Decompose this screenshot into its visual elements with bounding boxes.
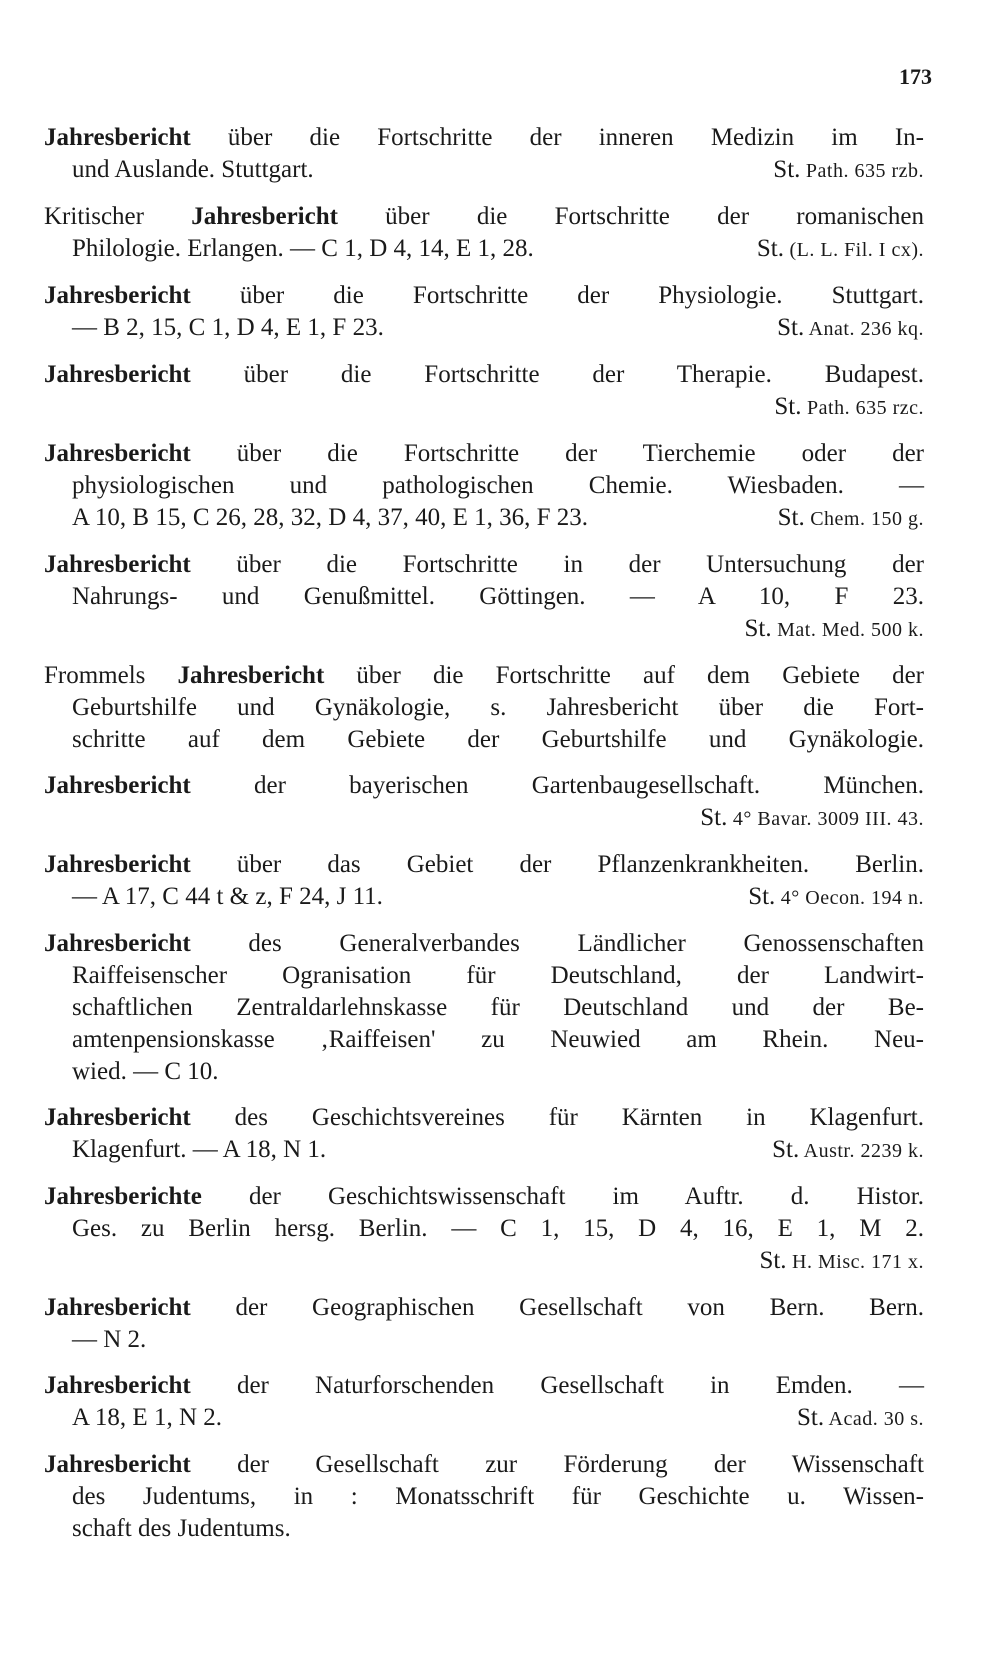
entry-text: der Naturforschenden Gesellschaft in Emden. — (190, 1372, 924, 1399)
entry-text: schaft des Judentums. (72, 1515, 291, 1542)
shelfmark-code: 4° Oecon. 194 n. (775, 887, 924, 909)
bibliography-entry (44, 1102, 924, 1167)
entry-line (44, 1481, 924, 1513)
shelfmark (745, 615, 925, 642)
entry-line (44, 391, 924, 424)
bibliography-entry (44, 928, 924, 1088)
entry-text: über die Fortschritte der inneren Medizin im In- (190, 124, 924, 151)
entry-text: über die Fortschritte der Physiologie. Stuttgart. (190, 282, 924, 309)
entry-text: über die Fortschritte in der Untersuchung der (190, 551, 924, 578)
shelfmark (759, 1247, 924, 1274)
entry-line (44, 724, 924, 756)
entry-keyword: Jahresbericht (44, 772, 191, 799)
entry-line (44, 201, 924, 233)
entry-text: der Gesellschaft zur Förderung der Wissenschaft (190, 1451, 924, 1478)
entry-text: über die Fortschritte der Therapie. Budapest. (190, 361, 924, 388)
shelfmark (772, 1134, 924, 1167)
entry-line (44, 122, 924, 154)
shelfmark-prefix: St. (774, 393, 802, 420)
bibliography-entries (44, 122, 924, 1559)
entry-text: über das Gebiet der Pflanzenkrankheiten. Berlin. (190, 851, 924, 878)
entry-text: schaftlichen Zentraldarlehnskasse für Deutschland und der Be- (72, 994, 924, 1021)
entry-keyword: Jahresbericht (177, 662, 325, 689)
entry-keyword: Jahresbericht (44, 1372, 191, 1399)
bibliography-entry (44, 201, 924, 266)
entry-keyword: Jahresbericht (44, 282, 191, 309)
entry-line (44, 1449, 924, 1481)
entry-keyword: Jahresbericht (44, 124, 191, 151)
entry-keyword: Jahresbericht (44, 1451, 191, 1478)
shelfmark-code: Anat. 236 kq. (804, 318, 924, 340)
entry-line (44, 581, 924, 613)
entry-text: amtenpensionskasse ‚Raiffeisen' zu Neuwied am Rhein. Neu- (72, 1026, 924, 1053)
entry-line (44, 881, 924, 914)
shelfmark-prefix: St. (777, 504, 805, 531)
entry-line (44, 660, 924, 692)
entry-keyword: Jahresbericht (191, 203, 338, 230)
shelfmark-code: 4° Bavar. 3009 III. 43. (727, 808, 924, 830)
entry-line (44, 1056, 924, 1088)
entry-text: — A 17, C 44 t & z, F 24, J 11. (72, 883, 383, 910)
entry-line (44, 470, 924, 502)
entry-text: und Auslande. Stuttgart. (72, 156, 314, 183)
entry-line (44, 770, 924, 802)
shelfmark (797, 1402, 924, 1435)
entry-line (44, 1024, 924, 1056)
entry-line (44, 1134, 924, 1167)
shelfmark-code: Acad. 30 s. (824, 1408, 924, 1430)
shelfmark-code: H. Misc. 171 x. (786, 1251, 924, 1273)
entry-line (44, 312, 924, 345)
bibliography-entry (44, 438, 924, 535)
entry-line (44, 802, 924, 835)
bibliography-entry (44, 1370, 924, 1435)
shelfmark-prefix: St. (744, 615, 772, 642)
entry-text: Frommels (44, 662, 178, 689)
entry-keyword: Jahresbericht (44, 851, 191, 878)
entry-line (44, 280, 924, 312)
entry-text: A 10, B 15, C 26, 28, 32, D 4, 37, 40, E 1, 36, F 23. (72, 504, 589, 531)
shelfmark-prefix: St. (748, 883, 776, 910)
entry-text: über die Fortschritte auf dem Gebiete der (324, 662, 924, 689)
entry-text: wied. — C 10. (72, 1058, 219, 1085)
entry-text: des Geschichtsvereines für Kärnten in Klagenfurt. (190, 1104, 924, 1131)
shelfmark-code: Path. 635 rzc. (801, 397, 924, 419)
entry-line (44, 1513, 924, 1545)
entry-text: der Geschichtswissenschaft im Auftr. d. Histor. (201, 1183, 924, 1210)
entry-text: Philologie. Erlangen. — C 1, D 4, 14, E 1, 28. (72, 235, 534, 262)
entry-text: A 18, E 1, N 2. (72, 1404, 222, 1431)
entry-text: Geburtshilfe und Gynäkologie, s. Jahresbericht über die Fort- (72, 694, 924, 721)
entry-text: — N 2. (72, 1326, 147, 1353)
shelfmark (777, 312, 924, 345)
entry-text: schritte auf dem Gebiete der Geburtshilfe und Gynäkologie. (72, 726, 924, 753)
entry-text: des Judentums, in : Monatsschrift für Geschichte u. Wissen- (72, 1483, 924, 1510)
entry-text: Nahrungs- und Genußmittel. Göttingen. — A 10, F 23. (72, 583, 924, 610)
entry-line (44, 849, 924, 881)
entry-line (44, 233, 924, 266)
entry-line (44, 1181, 924, 1213)
entry-text: Raiffeisenscher Ogranisation für Deutschland, der Landwirt- (72, 962, 924, 989)
entry-line (44, 613, 924, 646)
page-number: 173 (899, 64, 932, 89)
entry-line (44, 1324, 924, 1356)
shelfmark-prefix: St. (700, 804, 728, 831)
entry-line (44, 359, 924, 391)
entry-keyword: Jahresbericht (44, 1294, 191, 1321)
shelfmark (774, 393, 924, 420)
bibliography-entry (44, 770, 924, 835)
entry-keyword: Jahresbericht (44, 361, 191, 388)
shelfmark (773, 154, 924, 187)
entry-keyword: Jahresbericht (44, 440, 191, 467)
entry-line (44, 692, 924, 724)
shelfmark-code: (L. L. Fil. I cx). (783, 239, 924, 261)
entry-text: der bayerischen Gartenbaugesellschaft. München. (190, 772, 924, 799)
bibliography-entry (44, 359, 924, 424)
bibliography-entry (44, 280, 924, 345)
shelfmark-prefix: St. (777, 314, 805, 341)
shelfmark-prefix: St. (772, 1136, 800, 1163)
shelfmark-code: Chem. 150 g. (804, 508, 924, 530)
entry-line (44, 154, 924, 187)
entry-line (44, 549, 924, 581)
entry-text: physiologischen und pathologischen Chemie. Wiesbaden. — (72, 472, 924, 499)
entry-line (44, 928, 924, 960)
shelfmark-prefix: St. (797, 1404, 825, 1431)
bibliography-entry (44, 660, 924, 756)
entry-text: des Generalverbandes Ländlicher Genossenschaften (190, 930, 924, 957)
entry-text: Kritischer (44, 203, 192, 230)
entry-line (44, 1292, 924, 1324)
bibliography-entry (44, 1449, 924, 1545)
bibliography-entry (44, 1181, 924, 1278)
entry-text: der Geographischen Gesellschaft von Bern. Bern. (190, 1294, 924, 1321)
shelfmark-code: Path. 635 rzb. (800, 160, 924, 182)
entry-line (44, 502, 924, 535)
entry-text: über die Fortschritte der Tierchemie oder der (190, 440, 924, 467)
entry-text: Ges. zu Berlin hersg. Berlin. — C 1, 15, D 4, 16, E 1, M 2. (72, 1215, 924, 1242)
bibliography-entry (44, 849, 924, 914)
shelfmark (748, 881, 924, 914)
entry-keyword: Jahresbericht (44, 1104, 191, 1131)
entry-keyword: Jahresbericht (44, 551, 191, 578)
entry-line (44, 438, 924, 470)
entry-line (44, 1213, 924, 1245)
entry-line (44, 1102, 924, 1134)
bibliography-entry (44, 122, 924, 187)
entry-keyword: Jahresberichte (44, 1183, 202, 1210)
entry-line (44, 992, 924, 1024)
shelfmark-prefix: St. (759, 1247, 787, 1274)
shelfmark-prefix: St. (756, 235, 784, 262)
entry-text: — B 2, 15, C 1, D 4, E 1, F 23. (72, 314, 384, 341)
entry-text: Klagenfurt. — A 18, N 1. (72, 1136, 327, 1163)
entry-line (44, 960, 924, 992)
shelfmark (757, 233, 924, 266)
shelfmark-code: Mat. Med. 500 k. (771, 619, 924, 641)
bibliography-entry (44, 1292, 924, 1356)
entry-line (44, 1370, 924, 1402)
entry-text: über die Fortschritte der romanischen (337, 203, 924, 230)
shelfmark (778, 502, 924, 535)
shelfmark (700, 804, 924, 831)
bibliography-entry (44, 549, 924, 646)
shelfmark-prefix: St. (773, 156, 801, 183)
shelfmark-code: Austr. 2239 k. (799, 1140, 924, 1162)
entry-line (44, 1245, 924, 1278)
entry-line (44, 1402, 924, 1435)
entry-keyword: Jahresbericht (44, 930, 191, 957)
